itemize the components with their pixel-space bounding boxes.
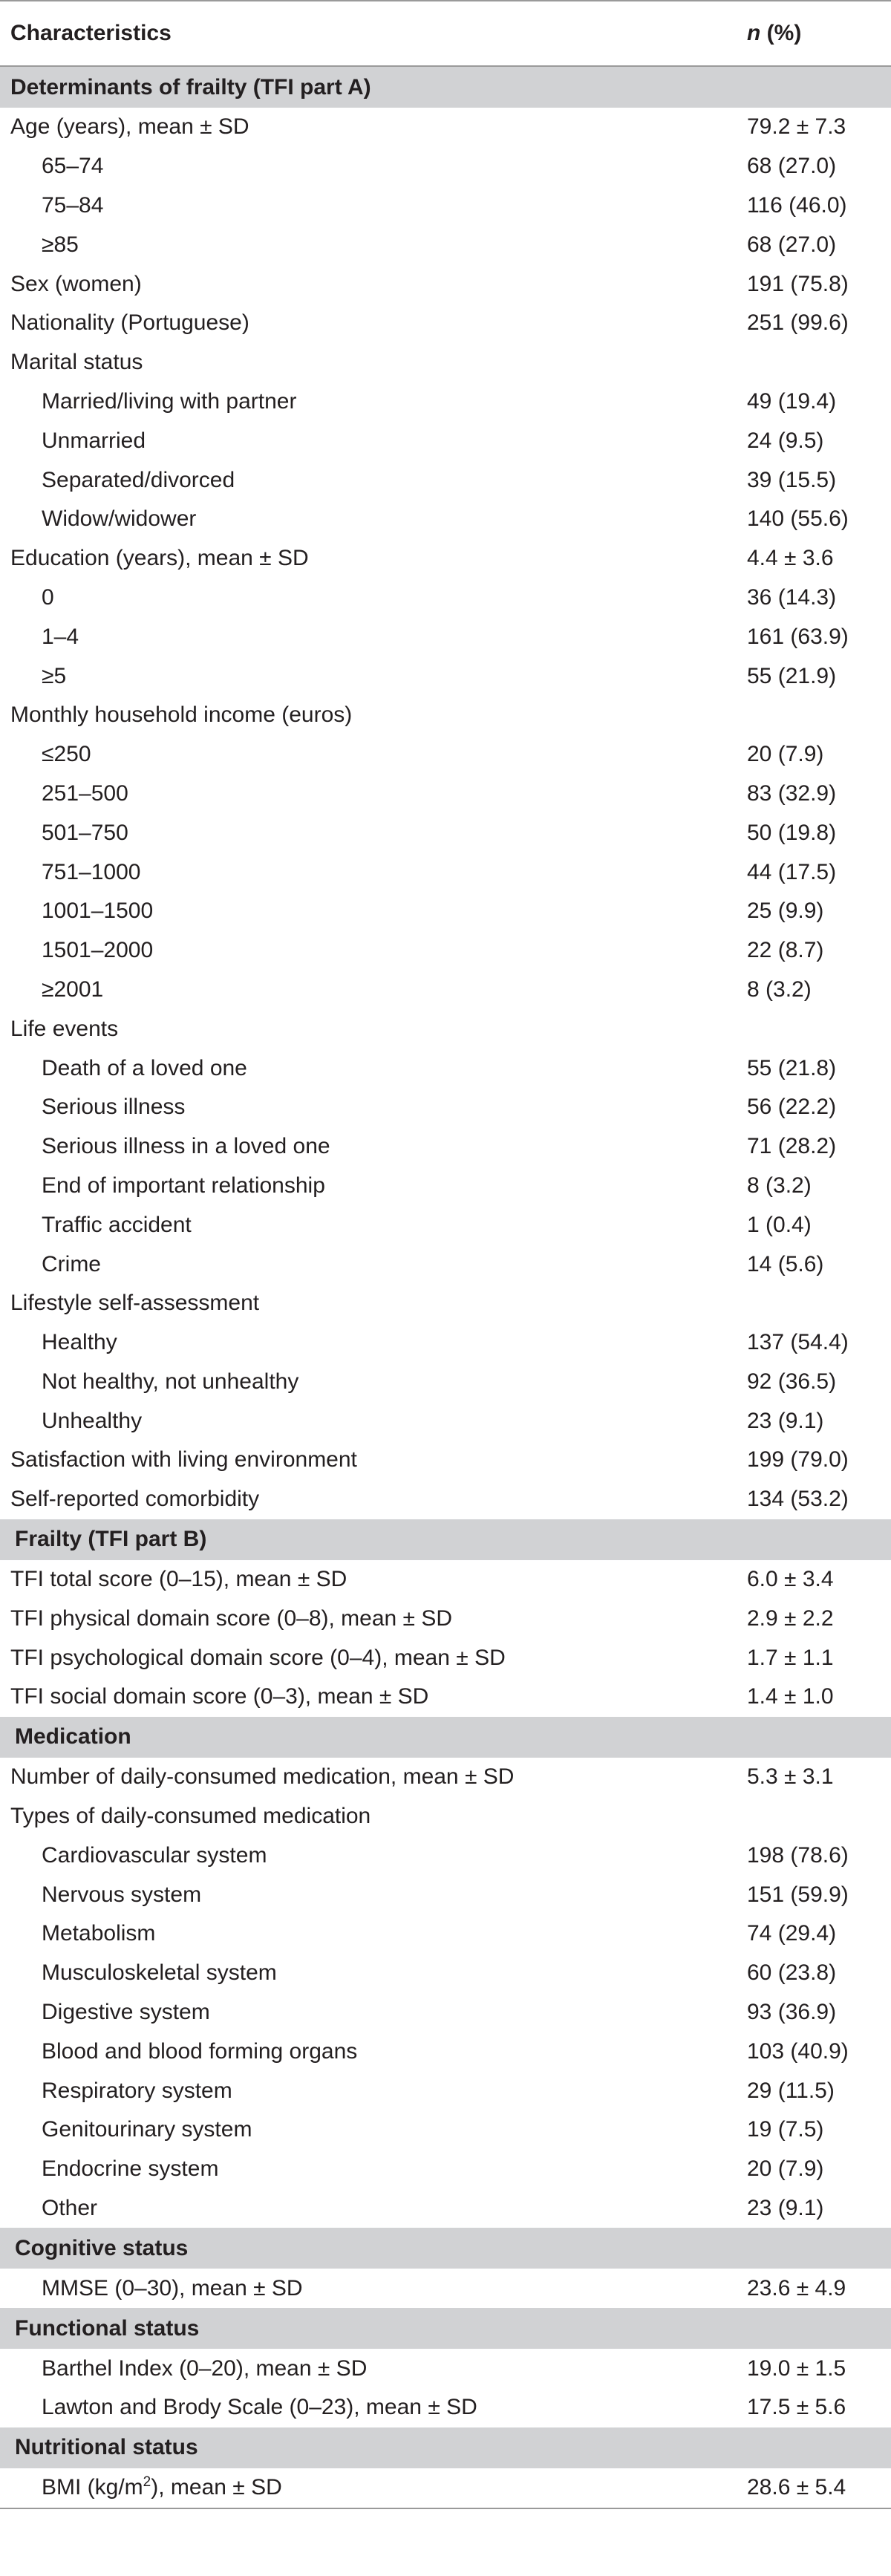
- table-row: [0, 1797, 891, 1836]
- table-row: [0, 1836, 891, 1875]
- row-value: 4.4 ± 3.6: [747, 546, 834, 571]
- table-row: [0, 2071, 891, 2110]
- row-value: 20 (7.9): [747, 742, 824, 767]
- section-title: Functional status: [0, 2308, 891, 2349]
- row-value: 24 (9.5): [747, 428, 824, 453]
- row-label: 1001–1500: [42, 899, 154, 924]
- table-row: [0, 1638, 891, 1677]
- row-label: Serious illness in a loved one: [42, 1134, 330, 1159]
- row-value: 56 (22.2): [747, 1095, 837, 1120]
- row-value: 55 (21.9): [747, 663, 837, 688]
- row-label: 751–1000: [42, 859, 141, 884]
- row-label: Barthel Index (0–20), mean ± SD: [42, 2355, 368, 2381]
- row-label: Metabolism: [42, 1921, 156, 1946]
- characteristics-column-header: Characteristics: [0, 1, 745, 66]
- row-value: 44 (17.5): [747, 859, 837, 884]
- row-label: Unmarried: [42, 428, 146, 453]
- table-row: [0, 1323, 891, 1363]
- section-header-nutritional-status: [0, 2427, 891, 2468]
- table-row: [0, 1401, 891, 1441]
- table-row: [0, 1363, 891, 1402]
- row-value: 29 (11.5): [747, 2078, 835, 2103]
- row-label: Life events: [10, 1016, 119, 1041]
- row-label: 1–4: [42, 624, 79, 649]
- section-header-frailty-tfi-part-b: [0, 1519, 891, 1560]
- table-row: [0, 1560, 891, 1600]
- row-label: Unhealthy: [42, 1408, 143, 1433]
- row-label: Nervous system: [42, 1882, 202, 1907]
- row-value: 19 (7.5): [747, 2117, 824, 2142]
- table-row: [0, 2468, 891, 2508]
- row-label: Number of daily-consumed medication, mean ± SD: [10, 1764, 515, 1790]
- table-row: [0, 1245, 891, 1284]
- table-row: [0, 343, 891, 382]
- percent-header-label: (%): [760, 21, 802, 45]
- table-row: [0, 617, 891, 656]
- section-header-cognitive-status: [0, 2228, 891, 2269]
- table-row: [0, 971, 891, 1010]
- row-label: Respiratory system: [42, 2078, 232, 2103]
- row-value: 2.9 ± 2.2: [747, 1605, 834, 1631]
- table-row: [0, 2349, 891, 2388]
- row-label: Types of daily-consumed medication: [10, 1804, 371, 1829]
- row-value: 92 (36.5): [747, 1369, 837, 1394]
- row-value: [745, 1797, 891, 1836]
- row-label: 75–84: [42, 192, 104, 218]
- row-label: Satisfaction with living environment: [10, 1447, 357, 1473]
- row-value: [745, 343, 891, 382]
- row-label: Death of a loved one: [42, 1055, 247, 1080]
- table-row: [0, 1993, 891, 2032]
- row-label: Sex (women): [10, 271, 142, 296]
- table-row: [0, 1167, 891, 1206]
- row-value: 74 (29.4): [747, 1921, 837, 1946]
- row-value: 103 (40.9): [747, 2038, 849, 2064]
- row-value: 71 (28.2): [747, 1134, 837, 1159]
- n-percent-column-header: [745, 1, 891, 66]
- row-value: 25 (9.9): [747, 899, 824, 924]
- section-header-determinants-of-frailty-tfi-part-a: [0, 66, 891, 108]
- row-value: 191 (75.8): [747, 271, 849, 296]
- row-label: Widow/widower: [42, 506, 197, 532]
- row-label: Separated/divorced: [42, 467, 235, 492]
- table-header-row: [0, 1, 891, 66]
- table-row: [0, 421, 891, 460]
- row-label: TFI total score (0–15), mean ± SD: [10, 1567, 347, 1592]
- section-title: Cognitive status: [0, 2228, 891, 2269]
- row-value: 161 (63.9): [747, 624, 849, 649]
- table-row: [0, 892, 891, 931]
- row-label: End of important relationship: [42, 1173, 325, 1198]
- row-value: 19.0 ± 1.5: [747, 2355, 846, 2381]
- row-label: MMSE (0–30), mean ± SD: [42, 2275, 303, 2301]
- table-row: [0, 656, 891, 696]
- row-value: 50 (19.8): [747, 820, 837, 845]
- table-row: [0, 578, 891, 618]
- row-label: Healthy: [42, 1330, 117, 1355]
- row-value: 5.3 ± 3.1: [747, 1764, 834, 1790]
- row-label: ≥85: [42, 232, 79, 257]
- row-value: 6.0 ± 3.4: [747, 1567, 834, 1592]
- row-label: Serious illness: [42, 1095, 186, 1120]
- row-value: 60 (23.8): [747, 1960, 837, 1986]
- table-row: [0, 1127, 891, 1167]
- row-value: 79.2 ± 7.3: [747, 114, 846, 140]
- row-value: 23 (9.1): [747, 1408, 824, 1433]
- row-label: ≤250: [42, 742, 91, 767]
- table-row: [0, 2189, 891, 2228]
- row-value: 199 (79.0): [747, 1447, 849, 1473]
- table-row: [0, 539, 891, 578]
- row-value: 68 (27.0): [747, 154, 837, 179]
- row-label: Lifestyle self-assessment: [10, 1291, 260, 1316]
- row-value: 134 (53.2): [747, 1487, 849, 1512]
- table-row: [0, 2269, 891, 2308]
- row-value: 198 (78.6): [747, 1842, 849, 1868]
- row-label: Genitourinary system: [42, 2117, 252, 2142]
- row-value: 23 (9.1): [747, 2196, 824, 2221]
- table-row: [0, 1875, 891, 1914]
- row-label: Not healthy, not unhealthy: [42, 1369, 299, 1394]
- row-value: [745, 1284, 891, 1323]
- row-label: Age (years), mean ± SD: [10, 114, 249, 140]
- row-value: 49 (19.4): [747, 388, 837, 414]
- table-row: [0, 2110, 891, 2150]
- section-title: Nutritional status: [0, 2427, 891, 2468]
- table-row: [0, 775, 891, 814]
- row-label: Lawton and Brody Scale (0–23), mean ± SD: [42, 2395, 477, 2420]
- table-row: [0, 1954, 891, 1993]
- row-value: 151 (59.9): [747, 1882, 849, 1907]
- row-label: 1501–2000: [42, 938, 154, 963]
- row-label: Cardiovascular system: [42, 1842, 267, 1868]
- row-value: 93 (36.9): [747, 2000, 837, 2025]
- table-row: [0, 2388, 891, 2427]
- row-value: 1 (0.4): [747, 1212, 812, 1237]
- row-label: Self-reported comorbidity: [10, 1487, 260, 1512]
- table-row: [0, 813, 891, 852]
- row-label: Monthly household income (euros): [10, 702, 353, 728]
- row-label: [0, 2468, 745, 2508]
- row-label: ≥5: [42, 663, 67, 688]
- row-label: Crime: [42, 1251, 101, 1276]
- row-label: Other: [42, 2196, 98, 2221]
- row-value: 68 (27.0): [747, 232, 837, 257]
- row-label: Digestive system: [42, 2000, 210, 2025]
- row-value: 116 (46.0): [747, 192, 847, 218]
- row-label: 0: [42, 584, 54, 610]
- row-value: 22 (8.7): [747, 938, 824, 963]
- row-value: 1.7 ± 1.1: [747, 1645, 834, 1670]
- table-row: [0, 1088, 891, 1127]
- table-row: [0, 304, 891, 343]
- row-value: 83 (32.9): [747, 780, 837, 806]
- table-row: [0, 2032, 891, 2071]
- table-row: [0, 382, 891, 422]
- row-label: Married/living with partner: [42, 388, 297, 414]
- row-label: 65–74: [42, 154, 104, 179]
- table-row: [0, 735, 891, 775]
- row-label: ≥2001: [42, 976, 104, 1002]
- table-row: [0, 696, 891, 735]
- row-value: 20 (7.9): [747, 2156, 824, 2182]
- section-title: Medication: [0, 1717, 891, 1758]
- row-value: 1.4 ± 1.0: [747, 1684, 834, 1709]
- row-value: 55 (21.8): [747, 1055, 837, 1080]
- table-row: [0, 186, 891, 226]
- row-label: 251–500: [42, 780, 128, 806]
- table-row: [0, 931, 891, 971]
- row-value: 14 (5.6): [747, 1251, 824, 1276]
- table-row: [0, 1441, 891, 1480]
- section-title: Frailty (TFI part B): [0, 1519, 891, 1560]
- row-value: 137 (54.4): [747, 1330, 849, 1355]
- row-label: Traffic accident: [42, 1212, 192, 1237]
- table-row: [0, 147, 891, 186]
- row-label-text: ), mean ± SD: [151, 2475, 282, 2500]
- row-value: [745, 1009, 891, 1049]
- table-row: [0, 2150, 891, 2189]
- table-row: [0, 1009, 891, 1049]
- row-value: 8 (3.2): [747, 1173, 812, 1198]
- row-label: Education (years), mean ± SD: [10, 546, 309, 571]
- section-title: Determinants of frailty (TFI part A): [0, 66, 891, 108]
- n-header-label: n: [747, 21, 761, 45]
- table-row: [0, 1049, 891, 1088]
- row-value: 140 (55.6): [747, 506, 849, 532]
- row-label-text: BMI (kg/m: [42, 2475, 143, 2500]
- table-row: [0, 1677, 891, 1717]
- table-row: [0, 1205, 891, 1245]
- table-row: [0, 1599, 891, 1638]
- section-header-functional-status: [0, 2308, 891, 2349]
- row-label-superscript: 2: [143, 2474, 151, 2491]
- row-label: TFI psychological domain score (0–4), mean ± SD: [10, 1645, 506, 1670]
- row-label: Nationality (Portuguese): [10, 310, 249, 336]
- row-label: Musculoskeletal system: [42, 1960, 277, 1986]
- row-value: 23.6 ± 4.9: [747, 2275, 846, 2301]
- row-value: 17.5 ± 5.6: [747, 2395, 846, 2420]
- row-value: 8 (3.2): [747, 976, 812, 1002]
- row-value: 39 (15.5): [747, 467, 837, 492]
- row-label: TFI physical domain score (0–8), mean ± SD: [10, 1605, 453, 1631]
- row-label: 501–750: [42, 820, 128, 845]
- table-row: [0, 852, 891, 892]
- row-value: 36 (14.3): [747, 584, 837, 610]
- table-row: [0, 1758, 891, 1797]
- row-value: [745, 696, 891, 735]
- table-row: [0, 460, 891, 500]
- table-row: [0, 108, 891, 147]
- section-header-medication: [0, 1717, 891, 1758]
- table-row: [0, 1914, 891, 1954]
- row-label: TFI social domain score (0–3), mean ± SD: [10, 1684, 429, 1709]
- row-value: 28.6 ± 5.4: [745, 2468, 891, 2508]
- table-row: [0, 1284, 891, 1323]
- table-row: [0, 225, 891, 264]
- table-row: [0, 264, 891, 304]
- row-label: Marital status: [10, 350, 143, 375]
- table-row: [0, 500, 891, 539]
- row-label: Blood and blood forming organs: [42, 2038, 358, 2064]
- table-row: [0, 1480, 891, 1519]
- row-value: 251 (99.6): [747, 310, 849, 336]
- row-label: Endocrine system: [42, 2156, 219, 2182]
